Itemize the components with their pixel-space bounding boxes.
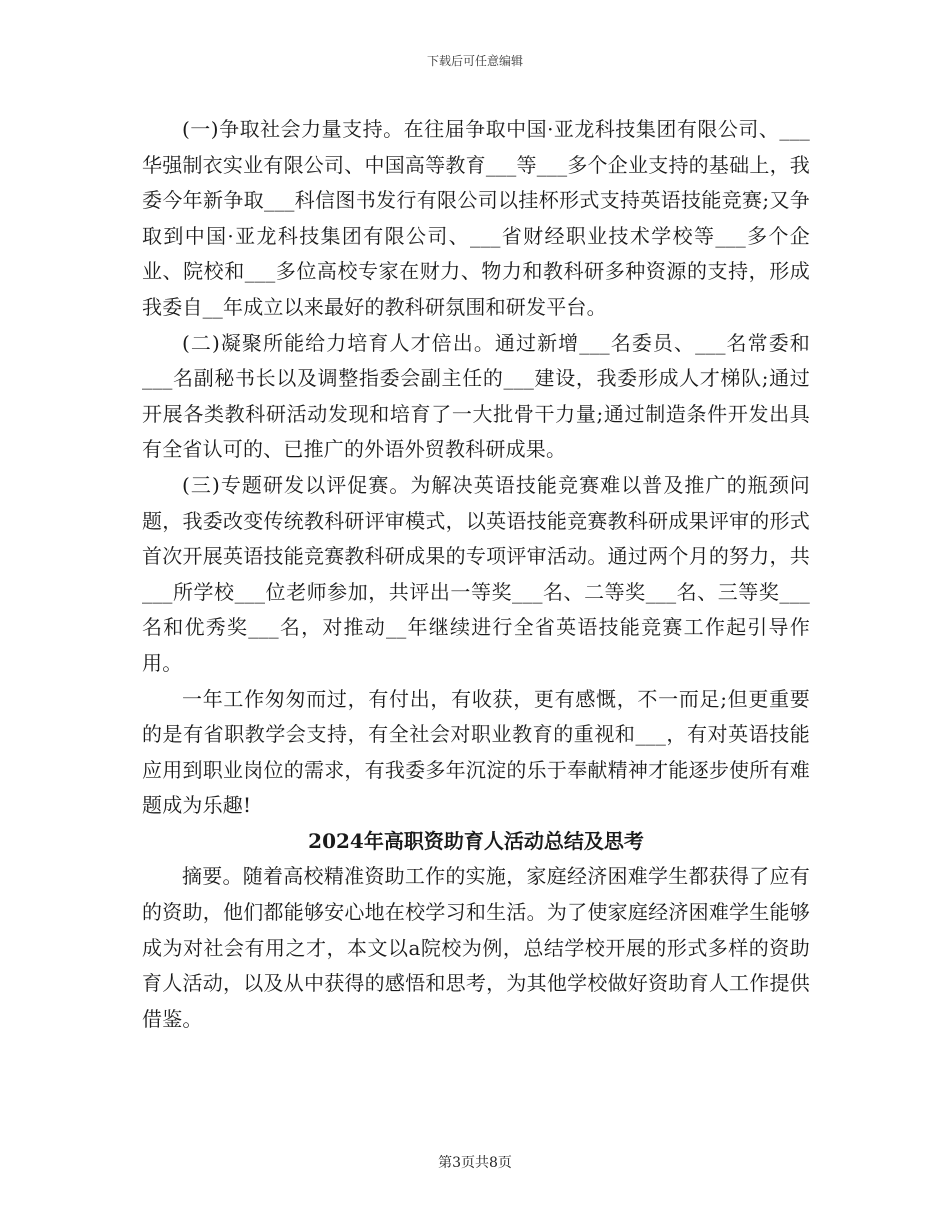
paragraph-abstract: 摘要。随着高校精准资助工作的实施，家庭经济困难学生都获得了应有的资助，他们都能够安心地在校学习和生活。为了使家庭经济困难学生能够成为对社会有用之才，本文以a院校为例，总结学校开展的形式多样的资助育人活动，以及从中获得的感悟和思考，为其他学校做好资助育人工作提供借鉴。 — [142, 864, 810, 1031]
section-title: 2024年高职资助育人活动总结及思考 — [308, 828, 644, 853]
paragraph-year-summary: 一年工作匆匆而过，有付出，有收获，更有感慨，不一而足;但更重要的是有省职教学会支持，有全社会对职业教育的重视和___，有对英语技能应用到职业岗位的需求，有我委多年沉淀的乐于奉献精神才能逐步使所有难题成为乐趣! — [142, 686, 810, 818]
page-header-note: 下载后可任意编辑 — [426, 54, 523, 68]
document-body — [142, 112, 810, 1037]
paragraph-talent-cultivation: (二)凝聚所能给力培育人才倍出。通过新增___名委员、___名常委和___名副秘书长以及调整指委会副主任的___建设，我委形成人才梯队;通过开展各类教科研活动发现和培育了一大批骨干力量;通过制造条件开发出具有全省认可的、已推广的外语外贸教科研成果。 — [142, 330, 810, 462]
paragraph-research-evaluation: (三)专题研发以评促赛。为解决英语技能竞赛难以普及推广的瓶颈问题，我委改变传统教科研评审模式，以英语技能竞赛教科研成果评审的形式首次开展英语技能竞赛教科研成果的专项评审活动。通过两个月的努力，共___所学校___位老师参加，共评出一等奖___名、二等奖___名、三等奖___名和优秀奖___名，对推动__年继续进行全省英语技能竞赛工作起引导作用。 — [142, 472, 810, 675]
page-number: 第3页共8页 — [438, 1155, 512, 1171]
paragraph-social-support: (一)争取社会力量支持。在往届争取中国·亚龙科技集团有限公司、___华强制衣实业有限公司、中国高等教育___等___多个企业支持的基础上，我委今年新争取___科信图书发行有限公司以挂杯形式支持英语技能竞赛;又争取到中国·亚龙科技集团有限公司、___省财经职业技术学校等___多个企业、院校和___多位高校专家在财力、物力和教科研多种资源的支持，形成我委自__年成立以来最好的教科研氛围和研发平台。 — [142, 117, 810, 319]
